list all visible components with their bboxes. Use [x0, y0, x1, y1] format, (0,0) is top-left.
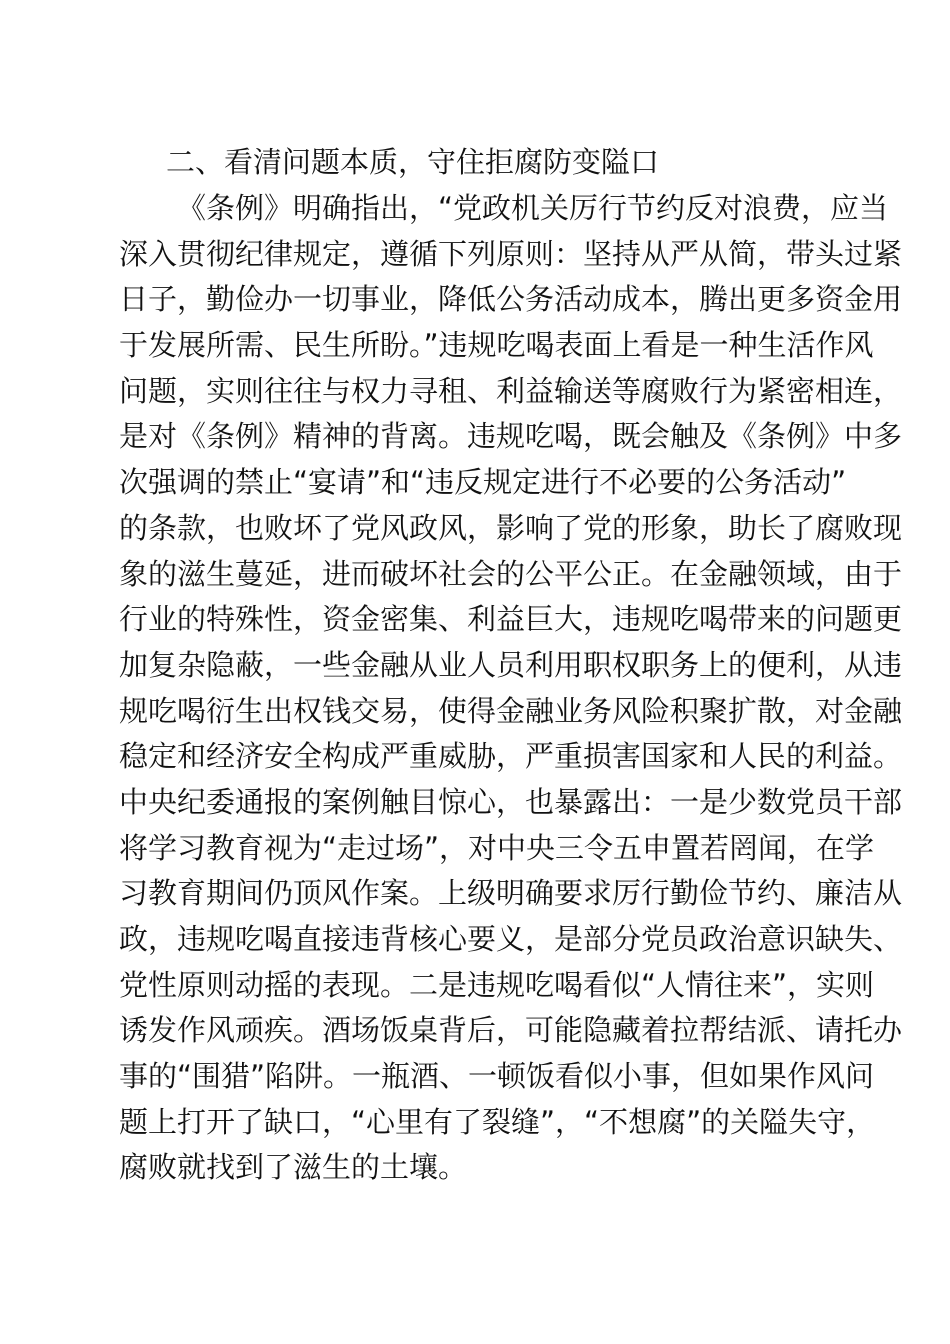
paragraph-line: 题上打开了缺口，“心里有了裂缝”，“不想腐”的关隘失守， [119, 1104, 876, 1139]
section-heading: 二、看清问题本质，守住拒腐防变隘口 [166, 145, 660, 179]
paragraph-line: 规吃喝衍生出权钱交易，使得金融业务风险积聚扩散，对金融 [119, 693, 903, 728]
paragraph-line: 行业的特殊性，资金密集、利益巨大，违规吃喝带来的问题更 [119, 602, 903, 637]
paragraph-line: 问题，实则往往与权力寻租、利益输送等腐败行为紧密相连， [119, 373, 903, 408]
body-paragraph [119, 186, 903, 1191]
paragraph-line: 的条款，也败坏了党风政风，影响了党的形象，助长了腐败现 [119, 510, 903, 545]
paragraph-line: 腐败就找到了滋生的土壤。 [119, 1150, 468, 1185]
paragraph-line: 象的滋生蔓延，进而破坏社会的公平公正。在金融领域，由于 [119, 556, 903, 591]
paragraph-line: 诱发作风顽疾。酒场饭桌背后，可能隐藏着拉帮结派、请托办 [119, 1013, 903, 1048]
paragraph-line: 加复杂隐蔽，一些金融从业人员利用职权职务上的便利，从违 [119, 647, 903, 682]
paragraph-line: 稳定和经济安全构成严重威胁，严重损害国家和人民的利益。 [119, 739, 903, 774]
paragraph-line: 党性原则动摇的表现。二是违规吃喝看似“人情往来”，实则 [119, 967, 875, 1002]
paragraph-line: 日子，勤俭办一切事业，降低公务活动成本，腾出更多资金用 [119, 282, 903, 317]
paragraph-line: 中央纪委通报的案例触目惊心，也暴露出：一是少数党员干部 [119, 784, 903, 819]
paragraph-line: 深入贯彻纪律规定，遵循下列原则：坚持从严从简，带头过紧 [119, 236, 903, 271]
paragraph-line: 政，违规吃喝直接违背核心要义，是部分党员政治意识缺失、 [119, 922, 903, 956]
paragraph-line: 次强调的禁止“宴请”和“违反规定进行不必要的公务活动” [119, 465, 847, 500]
paragraph-line: 事的“围猎”陷阱。一瓶酒、一顿饭看似小事，但如果作风问 [119, 1059, 875, 1094]
paragraph-line: 《条例》明确指出，“党政机关厉行节约反对浪费，应当 [177, 191, 889, 225]
paragraph-line: 是对《条例》精神的背离。违规吃喝，既会触及《条例》中多 [119, 419, 903, 454]
paragraph-line: 习教育期间仍顶风作案。上级明确要求厉行勤俭节约、廉洁从 [119, 876, 903, 911]
paragraph-line: 于发展所需、民生所盼。”违规吃喝表面上看是一种生活作风 [119, 328, 874, 363]
paragraph-line: 将学习教育视为“走过场”，对中央三令五申置若罔闻，在学 [119, 830, 875, 865]
